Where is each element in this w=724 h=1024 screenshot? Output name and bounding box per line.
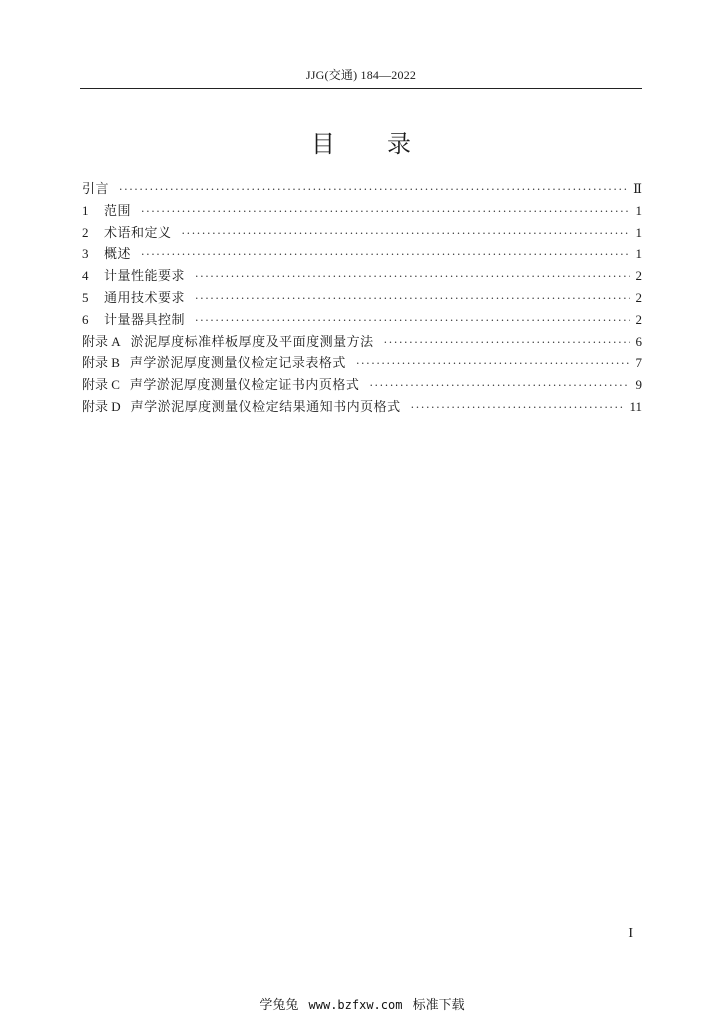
watermark-url: www.bzfxw.com	[308, 998, 403, 1012]
toc-entry-4[interactable]	[82, 265, 642, 287]
toc-entry-number: 4	[82, 268, 89, 284]
toc-entry-number: 1	[82, 202, 89, 218]
toc-entry-1[interactable]	[82, 200, 642, 222]
toc-leader-dots	[119, 183, 627, 196]
watermark-site-name: 学兔兔	[259, 998, 299, 1013]
toc-entry-number: 附录 C	[82, 377, 120, 393]
toc-entry-6[interactable]	[82, 309, 642, 331]
toc-entry-number: 附录 B	[82, 355, 120, 371]
toc-leader-dots	[141, 205, 629, 218]
toc-entry-label: 计量器具控制	[104, 312, 186, 328]
header-rule	[80, 88, 642, 89]
toc-entry-number: 2	[82, 224, 89, 240]
toc-entry-page: 7	[635, 355, 642, 371]
toc-leader-dots	[182, 227, 630, 240]
running-header: JJG(交通) 184—2022	[305, 68, 417, 82]
title-char-right: 录	[387, 130, 411, 158]
toc-entry-page: 2	[635, 289, 642, 305]
toc-entry-label: 概述	[104, 247, 132, 263]
toc-entry-label: 声学淤泥厚度测量仪检定证书内页格式	[129, 378, 360, 394]
toc-entry-number: 6	[82, 311, 89, 327]
toc-leader-dots	[411, 401, 624, 414]
toc-entry-appendix-c[interactable]	[82, 374, 642, 396]
toc-entry-appendix-a[interactable]	[82, 331, 642, 353]
toc-entry-page: 2	[635, 268, 642, 284]
page-folio: I	[628, 926, 633, 941]
toc-entry-label: 声学淤泥厚度测量仪检定记录表格式	[129, 356, 346, 372]
toc-entry-intro[interactable]	[82, 178, 642, 200]
toc-entry-number: 附录 D	[82, 398, 121, 414]
toc-leader-dots	[356, 357, 630, 370]
toc-entry-3[interactable]	[82, 243, 642, 265]
toc-entry-2[interactable]	[82, 222, 642, 244]
toc-leader-dots	[195, 314, 629, 327]
toc-leader-dots	[369, 379, 629, 392]
toc-entry-page: 1	[635, 202, 642, 218]
toc-entry-label: 范围	[104, 203, 132, 219]
watermark-tagline: 标准下载	[412, 998, 465, 1013]
toc-entry-number: 附录 A	[82, 333, 121, 349]
toc-entry-label: 术语和定义	[104, 225, 172, 241]
toc-entry-page: 2	[635, 311, 642, 327]
toc-entry-page: 6	[635, 333, 642, 349]
footer-watermark	[0, 994, 724, 1013]
toc-entry-appendix-d[interactable]	[82, 396, 642, 418]
toc-leader-dots	[141, 248, 629, 261]
toc-entry-5[interactable]	[82, 287, 642, 309]
toc-entry-label: 计量性能要求	[104, 269, 186, 285]
toc-entry-label: 声学淤泥厚度测量仪检定结果通知书内页格式	[130, 399, 401, 415]
toc-leader-dots	[195, 292, 629, 305]
toc-entry-number: 5	[82, 289, 89, 305]
toc-entry-page: 9	[635, 377, 642, 393]
toc-entry-label: 引言	[82, 182, 110, 197]
toc-entry-appendix-b[interactable]	[82, 352, 642, 374]
page-title	[80, 124, 642, 159]
toc-entry-page: 1	[635, 246, 642, 262]
toc-entry-label: 通用技术要求	[104, 290, 186, 306]
toc-leader-dots	[384, 336, 630, 349]
title-char-left: 目	[311, 130, 335, 158]
toc-entry-label: 淤泥厚度标准样板厚度及平面度测量方法	[130, 334, 374, 350]
toc-entry-page: 11	[629, 398, 642, 414]
toc-leader-dots	[195, 270, 629, 283]
table-of-contents	[82, 178, 642, 418]
toc-entry-page: Ⅱ	[633, 181, 642, 196]
toc-entry-number: 3	[82, 246, 89, 262]
toc-entry-page: 1	[635, 224, 642, 240]
